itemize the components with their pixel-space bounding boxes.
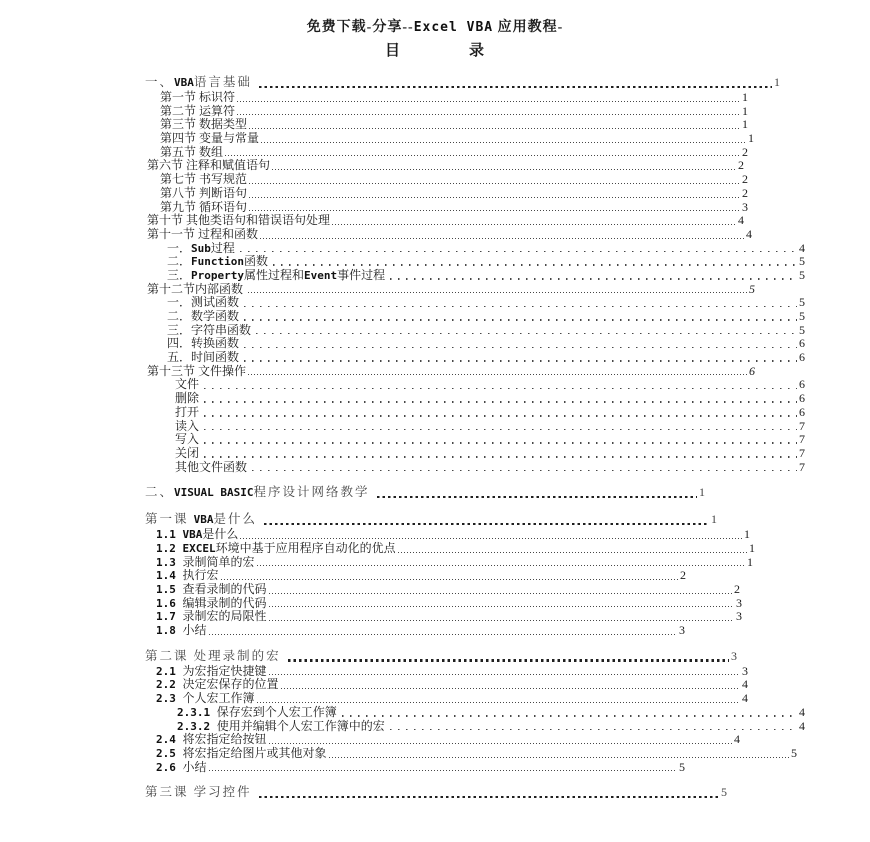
text-run: 应用教程-	[493, 20, 564, 35]
toc-row[interactable]	[145, 556, 753, 570]
toc-row[interactable]	[145, 296, 805, 310]
toc-row[interactable]	[145, 447, 805, 461]
toc-entry-label	[167, 351, 242, 365]
text-run: 1.4	[156, 569, 183, 583]
text-run: VBA	[174, 76, 194, 89]
text-run: 1.1 VBA	[156, 528, 203, 542]
toc-entry-label	[167, 310, 242, 324]
text-run: 第四节 变量与常量	[160, 131, 260, 146]
toc-entry-label	[145, 647, 286, 665]
text-run: 第十一节 过程和函数	[147, 226, 259, 241]
text-run: 环境中基于应用程序自动化的优点	[215, 540, 396, 555]
text-run: 第九节 循环语句	[160, 199, 248, 214]
toc-entry-label	[145, 483, 375, 502]
text-run: 录制简单的宏	[182, 554, 255, 569]
text-run: 二、	[145, 485, 175, 500]
page-number: 3	[742, 199, 748, 214]
page-number: 2	[742, 172, 748, 187]
text-run: 1.7	[156, 610, 183, 624]
text-run: 文件	[175, 377, 203, 392]
page-number: 5	[721, 785, 727, 800]
toc-row[interactable]	[145, 692, 748, 706]
text-run: 查看录制的代码	[182, 582, 267, 596]
dot-leader	[249, 195, 740, 198]
text-run: 1.6	[156, 596, 183, 610]
text-run: 读入	[175, 418, 203, 433]
text-run: 函数	[244, 254, 272, 269]
text-run: 第二课 处理录制的宏	[145, 648, 286, 663]
dot-leader	[209, 768, 677, 771]
toc-entry-label	[156, 761, 207, 775]
dot-leader	[257, 700, 740, 703]
toc-entry-label	[145, 783, 257, 801]
dot-leader	[248, 290, 747, 293]
text-run: 1.8	[156, 624, 183, 638]
dot-leader	[204, 387, 797, 389]
toc-row[interactable]	[145, 310, 805, 324]
dot-leader	[342, 715, 797, 717]
toc-row[interactable]	[145, 542, 755, 556]
dot-leader	[237, 99, 740, 102]
text-run: VISUAL BASIC	[174, 486, 254, 500]
toc-row[interactable]	[145, 91, 748, 105]
page-number: 1	[748, 131, 754, 146]
dot-leader	[269, 618, 734, 621]
toc-entry-label	[175, 447, 202, 461]
toc-group	[145, 783, 810, 801]
page-number: 5	[799, 254, 805, 269]
page-number: 1	[711, 512, 717, 527]
toc-row[interactable]	[145, 173, 748, 187]
text-run: 小结	[182, 623, 207, 638]
toc-entry-label	[167, 296, 242, 310]
text-run: 是什么	[213, 512, 263, 527]
dot-leader	[269, 672, 740, 675]
page-number: 7	[799, 432, 805, 447]
text-run: 使用并编辑个人宏工作簿中的宏	[216, 718, 388, 733]
page-number: 5	[791, 745, 797, 760]
text-run: 三．字符串函数	[167, 322, 255, 337]
toc-group	[145, 483, 810, 501]
toc-row[interactable]	[145, 378, 805, 392]
page-number: 4	[799, 240, 805, 255]
toc-entry-label	[147, 228, 258, 242]
page-number: 2	[738, 158, 744, 173]
text-run: 四．转换函数	[167, 336, 243, 351]
page-number: 3	[731, 648, 737, 663]
toc-entry-label	[156, 569, 219, 583]
toc-group	[145, 510, 810, 638]
toc-row[interactable]	[145, 733, 740, 747]
toc-entry-label	[175, 461, 250, 475]
toc-row[interactable]	[145, 747, 797, 761]
toc-row[interactable]	[145, 678, 748, 692]
text-run: 个人宏工作簿	[182, 691, 255, 706]
toc-row[interactable]	[145, 647, 737, 665]
dot-leader	[204, 401, 797, 403]
page-number: 6	[799, 377, 805, 392]
toc-row[interactable]	[145, 783, 727, 801]
text-run: 写入	[175, 432, 203, 447]
dot-leader	[240, 536, 742, 539]
toc-group	[145, 647, 810, 775]
page-number: 2	[742, 185, 748, 200]
text-run: 三．	[167, 267, 192, 282]
dot-leader	[244, 319, 797, 321]
page-number: 5	[749, 281, 755, 296]
dot-leader	[264, 523, 709, 526]
toc-entry-label	[167, 269, 388, 283]
text-run: 编辑录制的代码	[182, 595, 267, 610]
page-number: 4	[799, 704, 805, 719]
dot-leader	[249, 181, 740, 184]
toc-row[interactable]	[145, 610, 742, 624]
toc-row[interactable]	[145, 392, 805, 406]
dot-leader	[281, 686, 740, 689]
text-run: 过程	[210, 240, 238, 255]
toc-row[interactable]	[145, 406, 805, 420]
dot-leader	[273, 264, 797, 266]
toc-entry-label	[160, 173, 247, 187]
text-run: 其他文件函数	[175, 459, 251, 474]
page-number: 4	[738, 213, 744, 228]
toc-entry-label	[156, 747, 327, 761]
toc-row[interactable]	[145, 118, 748, 132]
text-run: 一．测试函数	[167, 295, 243, 310]
text-run: 2.6	[156, 760, 183, 774]
toc-row[interactable]	[145, 214, 744, 228]
toc-heading-left: 目	[384, 43, 401, 59]
page-number: 1	[774, 75, 780, 89]
page-number: 1	[749, 540, 755, 555]
toc-row[interactable]	[145, 365, 755, 379]
text-run: 第三节 数据类型	[160, 117, 248, 132]
toc-row[interactable]	[145, 510, 717, 528]
page-number: 4	[742, 691, 748, 706]
dot-leader	[257, 563, 745, 566]
dot-leader	[398, 550, 747, 553]
toc-row[interactable]	[145, 420, 805, 434]
text-run: 第十二节内部函数	[147, 281, 247, 296]
text-run: Property	[191, 268, 244, 282]
text-run: 1.2 EXCEL	[156, 541, 216, 555]
dot-leader	[329, 755, 789, 758]
page-number: 7	[799, 459, 805, 474]
dot-leader	[244, 346, 797, 348]
text-run: 第一课	[145, 512, 194, 527]
document-title	[0, 20, 870, 36]
dot-leader	[390, 278, 797, 280]
text-run: 第一节 标识符	[160, 90, 236, 104]
toc-entry-label	[156, 610, 267, 624]
text-run: 将宏指定给图片或其他对象	[182, 745, 327, 760]
text-run: 执行宏	[182, 568, 219, 583]
page-number: 2	[734, 582, 740, 596]
dot-leader	[260, 236, 744, 239]
text-run: 第三课 学习控件	[145, 785, 257, 800]
text-run: 一．	[167, 240, 192, 255]
text-run: 1.5	[156, 583, 183, 596]
toc-entry-label	[156, 624, 207, 638]
dot-leader	[237, 112, 740, 115]
toc-heading-right: 录	[469, 43, 486, 59]
page-number: 1	[742, 103, 748, 118]
toc-row[interactable]	[145, 269, 805, 283]
toc-row[interactable]	[145, 337, 805, 351]
toc-row[interactable]	[145, 761, 685, 775]
dot-leader	[244, 360, 797, 362]
text-run: 五．时间函数	[167, 350, 243, 365]
text-run: 2.1	[156, 664, 183, 678]
page-number: 2	[680, 568, 686, 583]
text-run: 2.3.1	[177, 705, 217, 719]
dot-leader	[221, 577, 678, 580]
toc-row[interactable]	[145, 324, 805, 338]
toc-row[interactable]	[145, 624, 685, 638]
toc-row[interactable]	[145, 228, 752, 242]
dot-leader	[249, 208, 740, 211]
text-run: 第十三节 文件操作	[147, 363, 247, 378]
page-number: 6	[749, 363, 755, 378]
dot-leader	[204, 415, 797, 417]
page-number: 4	[734, 732, 740, 747]
page-number: 5	[799, 267, 805, 282]
dot-leader	[252, 469, 797, 471]
text-run: Function	[191, 255, 244, 269]
toc-group	[145, 73, 810, 474]
text-run: Sub	[191, 241, 211, 255]
page-number: 5	[799, 309, 805, 323]
toc-row[interactable]	[145, 461, 805, 475]
text-run: 2.3	[156, 692, 183, 706]
page-number: 5	[679, 759, 685, 774]
dot-leader	[259, 796, 719, 799]
dot-leader	[248, 372, 747, 375]
text-run: 为宏指定快捷键	[182, 663, 267, 678]
dot-leader	[261, 140, 746, 143]
page-number: 6	[799, 350, 805, 365]
text-run: 打开	[175, 404, 203, 419]
page-number: 3	[742, 663, 748, 678]
dot-leader	[272, 167, 736, 170]
page-number: 6	[799, 391, 805, 406]
toc-row[interactable]	[145, 132, 754, 146]
text-run: 决定宏保存的位置	[182, 677, 279, 692]
toc-row[interactable]	[145, 528, 750, 542]
text-run: 2.5	[156, 746, 183, 760]
toc-entry-label	[156, 583, 267, 597]
toc-entry-label	[156, 542, 396, 556]
toc-entry-label	[175, 406, 202, 420]
page-number: 1	[742, 90, 748, 104]
text-run: 第八节 判断语句	[160, 185, 248, 200]
dot-leader	[269, 741, 732, 744]
page-number: 6	[799, 336, 805, 351]
page-number: 1	[744, 527, 750, 542]
text-run: 第二节 运算符	[160, 103, 236, 118]
text-run: VBA	[193, 513, 214, 527]
page-number: 3	[736, 595, 742, 610]
text-run: 2.3.2	[177, 719, 217, 733]
page-number: 3	[679, 623, 685, 638]
text-run: 第十节 其他类语句和错误语句处理	[147, 213, 331, 228]
page-number: 7	[799, 418, 805, 433]
toc-row[interactable]	[145, 433, 805, 447]
page-number: 2	[742, 144, 748, 159]
toc-heading	[0, 42, 870, 60]
toc-entry-label	[156, 692, 255, 706]
dot-leader	[269, 604, 734, 607]
dot-leader	[204, 456, 797, 458]
toc-entry-label	[147, 214, 330, 228]
page-number: 4	[799, 718, 805, 733]
text-run: 1.3	[156, 555, 183, 569]
toc-entry-label	[177, 706, 340, 720]
text-run: 事件过程	[337, 267, 389, 282]
toc-entry-label	[160, 187, 247, 201]
text-run: 录制宏的局限性	[182, 609, 267, 624]
toc-entry-label	[160, 91, 235, 105]
page-number: 5	[799, 295, 805, 310]
text-run: Event	[304, 268, 338, 282]
text-run: 2.4	[156, 733, 183, 747]
text-run: 第五节 数组	[160, 144, 224, 159]
toc-entry-label	[175, 420, 202, 434]
text-run: 程序设计网络教学	[253, 485, 375, 500]
page-number: 1	[747, 554, 753, 569]
page-number: 7	[799, 445, 805, 460]
toc-row[interactable]	[145, 706, 805, 720]
dot-leader	[288, 659, 729, 662]
toc-row[interactable]	[145, 483, 705, 501]
text-run: 二．	[167, 254, 192, 269]
text-run: 关闭	[175, 445, 203, 460]
text-run: 二．数学函数	[167, 309, 243, 323]
toc-entry-label	[167, 255, 271, 269]
text-run: 小结	[182, 759, 207, 774]
dot-leader	[244, 305, 797, 307]
text-run: 第七节 书写规范	[160, 172, 248, 187]
dot-leader	[256, 332, 797, 334]
text-run: 2.2	[156, 678, 183, 692]
dot-leader	[249, 126, 740, 129]
text-run: 一、	[145, 75, 175, 89]
page-number: 3	[736, 609, 742, 624]
page-number: 4	[746, 226, 752, 241]
page-number: 6	[799, 404, 805, 419]
dot-leader	[204, 428, 797, 430]
dot-leader	[377, 496, 697, 499]
page-number: 4	[742, 677, 748, 692]
dot-leader	[240, 250, 797, 252]
toc-row[interactable]	[145, 583, 740, 597]
text-run: 删除	[175, 391, 203, 406]
toc-entry-label	[160, 132, 259, 146]
toc	[145, 73, 810, 801]
toc-entry-label	[156, 528, 238, 542]
text-run: Excel VBA	[413, 20, 494, 35]
toc-entry-label	[175, 433, 202, 447]
toc-row[interactable]	[145, 187, 748, 201]
text-run: 属性过程和	[244, 267, 305, 282]
toc-row[interactable]	[145, 73, 780, 91]
text-run: 保存宏到个人宏工作簿	[216, 704, 340, 719]
toc-row[interactable]	[145, 255, 805, 269]
dot-leader	[209, 632, 677, 635]
text-run: 是什么	[202, 527, 239, 542]
page-number: 1	[699, 485, 705, 500]
page-number: 1	[742, 117, 748, 132]
dot-leader	[269, 591, 732, 594]
toc-entry-label	[175, 392, 202, 406]
toc-row[interactable]	[145, 569, 686, 583]
text-run: 语言基础	[193, 75, 258, 89]
text-run: 免费下载-分享--	[306, 20, 414, 35]
toc-row[interactable]	[145, 351, 805, 365]
page-number: 5	[799, 322, 805, 337]
toc-entry-label	[156, 733, 267, 747]
dot-leader	[259, 86, 772, 89]
text-run: 第六节 注释和赋值语句	[147, 158, 271, 173]
dot-leader	[390, 728, 797, 730]
toc-entry-label	[156, 678, 279, 692]
dot-leader	[204, 442, 797, 444]
dot-leader	[225, 153, 740, 156]
text-run: 将宏指定给按钮	[182, 732, 267, 747]
dot-leader	[332, 222, 736, 225]
